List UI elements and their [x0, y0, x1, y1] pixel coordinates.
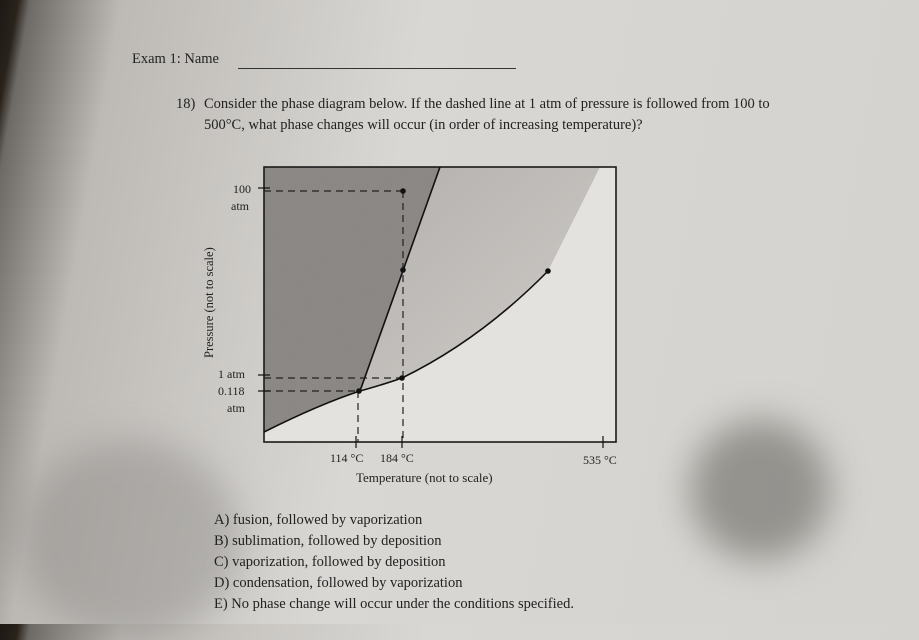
x-axis-title: Temperature (not to scale) [356, 470, 493, 485]
exam-header: Exam 1: Name [132, 51, 219, 67]
point-triple [356, 388, 362, 394]
question-text-line2: 500°C, what phase changes will occur (in order of increasing temperature)? [204, 117, 643, 133]
y-axis-title: Pressure (not to scale) [202, 247, 216, 358]
question-number: 18) [176, 96, 196, 112]
choice-b[interactable]: B) sublimation, followed by deposition [214, 533, 442, 549]
y-label-1atm: 1 atm [218, 367, 245, 381]
x-label-114: 114 °C [330, 451, 364, 465]
choice-a[interactable]: A) fusion, followed by vaporization [214, 512, 423, 528]
point-melting-cross [400, 267, 406, 273]
choice-d[interactable]: D) condensation, followed by vaporization [214, 575, 463, 591]
y-label-0118-unit: atm [227, 401, 245, 415]
choice-c[interactable]: C) vaporization, followed by deposition [214, 554, 446, 570]
x-label-535: 535 °C [583, 453, 617, 467]
question-text-line1: Consider the phase diagram below. If the dashed line at 1 atm of pressure is followed from 100 to [204, 96, 770, 112]
point-1atm-boiling [399, 375, 405, 381]
point-100atm [400, 188, 406, 194]
x-label-184: 184 °C [380, 451, 414, 465]
y-label-100-unit: atm [231, 199, 249, 213]
y-label-0118: 0.118 [218, 384, 245, 398]
y-label-100: 100 [233, 182, 251, 196]
point-critical [545, 268, 551, 274]
choice-e[interactable]: E) No phase change will occur under the conditions specified. [214, 596, 574, 612]
